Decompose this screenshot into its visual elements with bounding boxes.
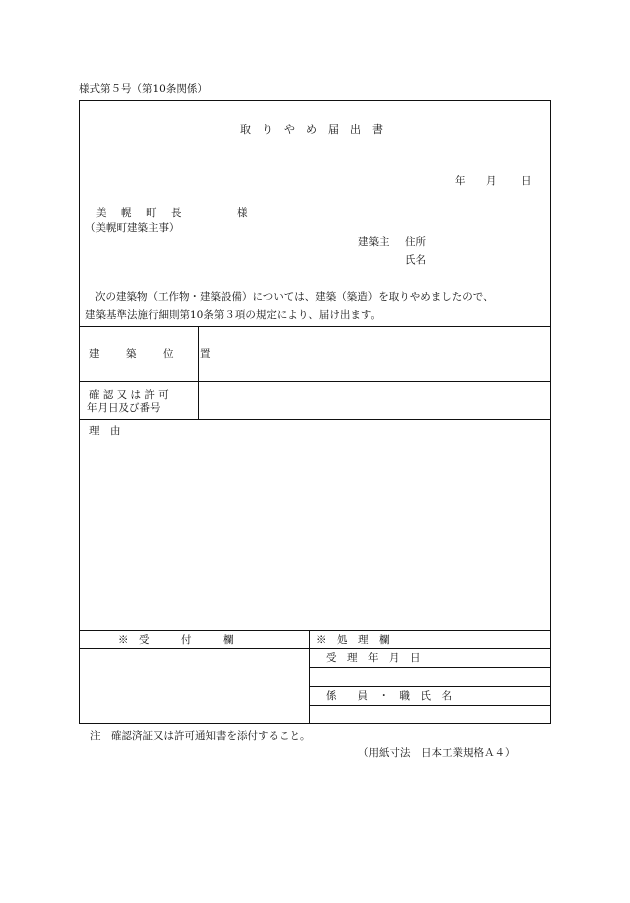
divider-received-date <box>309 667 551 668</box>
divider-reception-header <box>79 648 551 649</box>
applicant-name: 氏名 <box>405 254 426 266</box>
paper-size: （用紙寸法 日本工業規格Ａ４） <box>358 747 516 759</box>
divider-staff <box>309 705 551 706</box>
receipt-header: ※ 受 付 欄 <box>118 634 234 646</box>
location-label: 建 築 位 置 <box>89 348 219 360</box>
applicant-address: 住所 <box>405 236 426 248</box>
date-month: 月 <box>486 175 497 187</box>
addressee-sub: （美幌町建築主事） <box>85 222 180 234</box>
addressee-name: 美 幌 町 長 <box>96 207 184 219</box>
received-date-label: 受 理 年 月 日 <box>326 652 421 664</box>
date-year: 年 <box>455 175 466 187</box>
body-text-line1: 次の建築物（工作物・建築設備）については、建築（築造）を取りやめましたので、 <box>95 291 494 303</box>
form-number: 様式第５号（第10条関係） <box>79 83 208 95</box>
applicant-label: 建築主 <box>358 236 390 248</box>
date-day: 日 <box>521 175 532 187</box>
confirmation-label-2: 年月日及び番号 <box>87 402 161 414</box>
confirmation-label-1: 確 認 又 は 許 可 <box>89 389 169 401</box>
reason-label: 理 由 <box>89 425 121 437</box>
divider-location <box>79 381 551 382</box>
form-title: 取りやめ届出書 <box>240 123 394 136</box>
addressee-honorific: 様 <box>237 207 248 219</box>
label-column-divider <box>198 326 199 419</box>
body-text-line2: 建築基準法施行細則第10条第３項の規定により、届け出ます。 <box>85 309 382 321</box>
reception-column-divider <box>309 630 310 724</box>
staff-label: 係 員 ・ 職 氏 名 <box>326 690 452 702</box>
divider-top <box>79 326 551 327</box>
footer-note: 注 確認済証又は許可通知書を添付すること。 <box>90 730 311 742</box>
divider-reception <box>79 630 551 631</box>
divider-confirmation <box>79 419 551 420</box>
processing-header: ※ 処 理 欄 <box>316 634 390 646</box>
divider-received-date-value <box>309 686 551 687</box>
